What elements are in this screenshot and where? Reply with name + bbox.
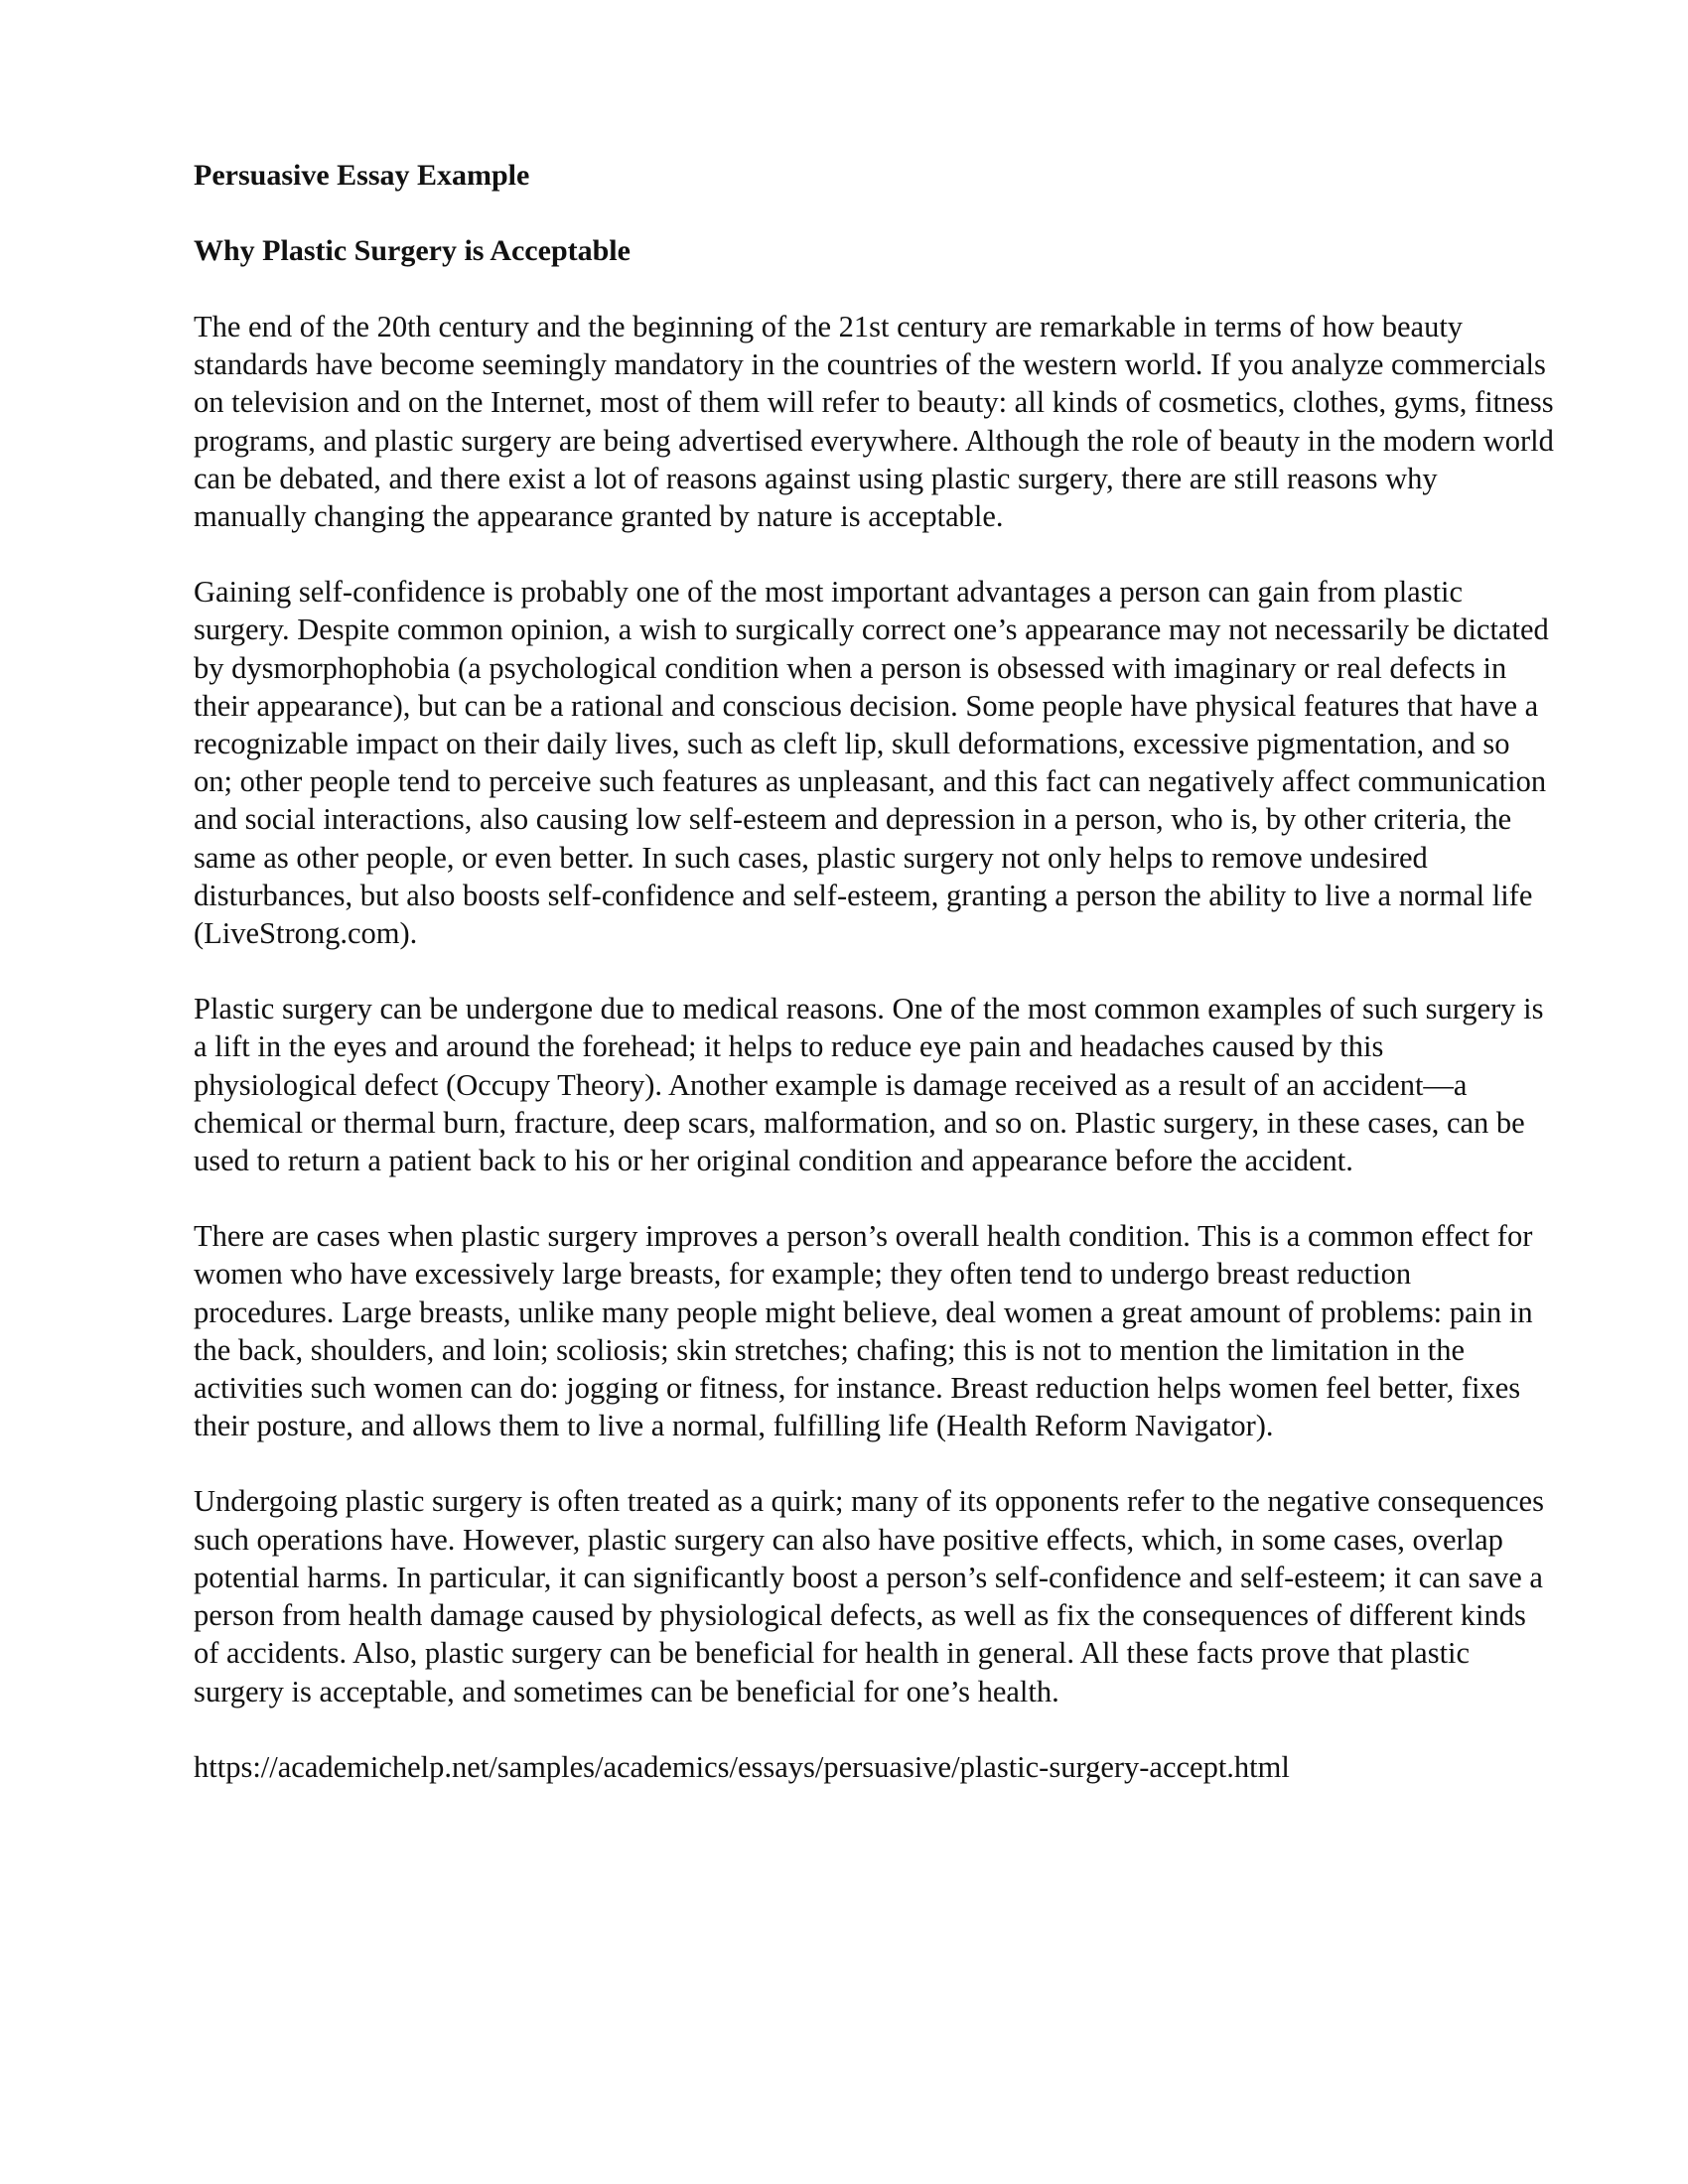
paragraph-conclusion: Undergoing plastic surgery is often treated as a quirk; many of its opponents refer to the negative consequences such operations have. However, plastic surgery can also have positive effects, which, in some cases, overlap potential harms. In particular, it can significantly boost a person’s self-confidence and self-esteem; it can save a person from health damage caused by physiological defects, as well as fix the consequences of different kinds of accidents. Also, plastic surgery can be beneficial for health in general. All these facts prove that plastic surgery is acceptable, and sometimes can be beneficial for one’s health. (194, 1484, 1544, 1708)
paragraph-medical-reasons: Plastic surgery can be undergone due to medical reasons. One of the most common examples of such surgery is a lift in the eyes and around the forehead; it helps to reduce eye pain and headaches caused by this physiological defect (Occupy Theory). Another example is damage received as a result of an accident—a chemical or thermal burn, fracture, deep scars, malformation, and so on. Plastic surgery, in these cases, can be used to return a patient back to his or her original condition and appearance before the accident. (194, 992, 1544, 1178)
source-url: https://academichelp.net/samples/academics/essays/persuasive/plastic-surgery-accept.html (194, 1749, 1290, 1784)
essay-title: Why Plastic Surgery is Acceptable (194, 234, 631, 267)
paragraph-introduction: The end of the 20th century and the beginning of the 21st century are remarkable in terms of how beauty standards have become seemingly mandatory in the countries of the western world. If you analyze commercials on television and on the Internet, most of them will refer to beauty: all kinds of cosmetics, clothes, gyms, fitness programs, and plastic surgery are being advertised everywhere. Although the role of beauty in the modern world can be debated, and there exist a lot of reasons against using plastic surgery, there are still reasons why manually changing the appearance granted by nature is acceptable. (194, 310, 1554, 534)
paragraph-self-confidence: Gaining self-confidence is probably one of the most important advantages a person can gain from plastic surgery. Despite common opinion, a wish to surgically correct one’s appearance may not necessarily be dictated by dysmorphophobia (a psychological condition when a person is obsessed with imaginary or real defects in their appearance), but can be a rational and conscious decision. Some people have physical features that have a recognizable impact on their daily lives, such as cleft lip, skull deformations, excessive pigmentation, and so on; other people tend to perceive such features as unpleasant, and this fact can negatively affect communication and social interactions, also causing low self-esteem and depression in a person, who is, by other criteria, the same as other people, or even better. In such cases, plastic surgery not only helps to remove undesired disturbances, but also boosts self-confidence and self-esteem, granting a person the ability to live a normal life (LiveStrong.com). (194, 575, 1549, 951)
document-body (194, 157, 1554, 1786)
paragraph-health-condition: There are cases when plastic surgery improves a person’s overall health condition. This is a common effect for women who have excessively large breasts, for example; they often tend to undergo breast reduction procedures. Large breasts, unlike many people might believe, deal women a great amount of problems: pain in the back, shoulders, and loin; scoliosis; skin stretches; chafing; this is not to mention the limitation in the activities such women can do: jogging or fitness, for instance. Breast reduction helps women feel better, fixes their posture, and allows them to live a normal, fulfilling life (Health Reform Navigator). (194, 1219, 1533, 1443)
document-title: Persuasive Essay Example (194, 159, 530, 192)
